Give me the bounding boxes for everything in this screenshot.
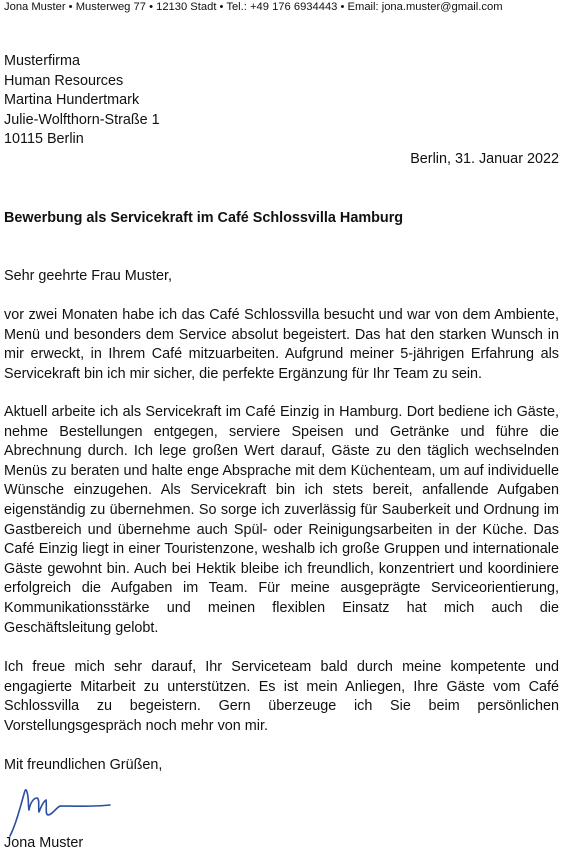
recipient-company: Musterfirma: [4, 53, 80, 69]
body-paragraph-1: vor zwei Monaten habe ich das Café Schlossvilla besucht und war von dem Ambiente, Menü und besonders dem Service absolut begeistert. Das hat den starken Wunsch in mir erweckt, in Ihrem Café mitzuarbeiten. Aufgrund meiner 5-jährigen Erfahrung als Servicekraft bin ich mir sicher, die perfekte Ergänzung für Ihr Team zu sein.: [4, 307, 559, 382]
salutation: Sehr geehrte Frau Muster,: [4, 268, 172, 284]
sender-address-line: Jona Muster • Musterweg 77 • 12130 Stadt • Tel.: +49 176 6934443 • Email: jona.muster@gmail.com: [4, 1, 503, 13]
closing-phrase: Mit freundlichen Grüßen,: [4, 757, 163, 773]
recipient-contact: Martina Hundertmark: [4, 92, 140, 109]
recipient-city: 10115 Berlin: [4, 131, 84, 148]
recipient-department: Human Resources: [4, 72, 124, 89]
signature-icon: [2, 778, 122, 838]
signature-name: Jona Muster: [4, 835, 84, 851]
recipient-street: Julie-Wolfthorn-Straße 1: [4, 111, 160, 128]
letter-date: Berlin, 31. Januar 2022: [410, 151, 559, 167]
body-paragraph-2: Aktuell arbeite ich als Servicekraft im Café Einzig in Hamburg. Dort bediene ich Gäste, nehme Bestellungen entgegen, serviere Speisen und Getränke und führe die Abrechnung durch. Ich lege großen Wert darauf, Gäste zu den täglich wechselnden Menüs zu beraten und halte enge Absprache mit dem Küchenteam, um auf individuelle Wünsche einzugehen. Als Servicekraft bin ich stets bereit, anfallende Aufgaben eigenständig zu übernehmen. So sorge ich zuverlässig für Sauberkeit und Ordnung im Gastbereich und übernehme auch Spül- oder Reinigungsarbeiten in der Küche. Das Café Einzig liegt in einer Touristenzone, weshalb ich große Gruppen und internationale Gäste gewohnt bin. Auch bei Hektik bleibe ich freundlich, konzentriert und koordiniere erfolgreich die Aufgaben im Team. Für meine ausgeprägte Serviceorientierung, Kommunikationsstärke und meinen flexiblen Einsatz hat mich auch die Geschäftsleitung gelobt.: [4, 404, 559, 636]
letter-subject: Bewerbung als Servicekraft im Café Schlossvilla Hamburg: [4, 210, 404, 226]
recipient-address: [4, 52, 160, 150]
body-paragraph-3: Ich freue mich sehr darauf, Ihr Serviceteam bald durch meine kompetente und engagierte Mitarbeit zu unterstützen. Es ist mein Anliegen, Ihre Gäste vom Café Schlossvilla zu begeistern. Gern überzeuge ich Sie beim persönlichen Vorstellungsgespräch noch mehr von mir.: [4, 659, 559, 734]
